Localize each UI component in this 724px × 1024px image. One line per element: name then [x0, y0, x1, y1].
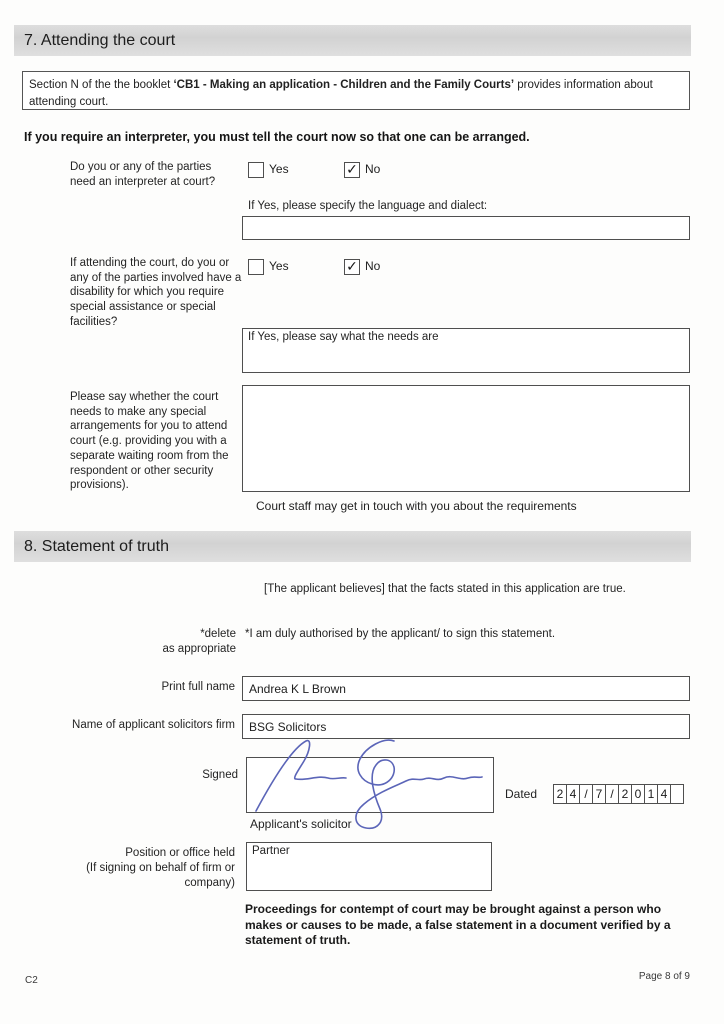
position-textbox[interactable] [246, 842, 492, 891]
section-7-header [14, 25, 691, 56]
q2-disability-label: If attending the court, do you or any of the parties involved have a disability for which you require special assistance or special facilities? [70, 257, 242, 328]
section-8-header [14, 531, 691, 562]
date-cell[interactable]: 7 [592, 784, 606, 804]
q1-yes-option [248, 162, 289, 178]
q1-no-checkbox[interactable] [344, 162, 360, 178]
q1-interpreter-label: Do you or any of the parties need an interpreter at court? [70, 161, 216, 188]
date-cell[interactable]: / [605, 784, 619, 804]
page-number: Page 8 of 9 [638, 971, 690, 982]
q2-no-label: No [365, 259, 381, 273]
position-label-line-3: company) [184, 876, 235, 889]
date-cell[interactable]: 2 [618, 784, 632, 804]
q2-yes-option [248, 259, 289, 275]
date-cell[interactable]: 2 [553, 784, 567, 804]
delete-note-line-2: as appropriate [162, 642, 236, 655]
date-cell[interactable]: 0 [631, 784, 645, 804]
q2-no-option [344, 259, 380, 275]
special-needs-textbox[interactable] [242, 328, 690, 373]
belief-statement: [The applicant believes] that the facts stated in this application are true. [264, 583, 626, 595]
q1-yes-checkbox[interactable] [248, 162, 264, 178]
authorised-statement: *I am duly authorised by the applicant/ to sign this statement. [245, 628, 556, 640]
date-field [553, 784, 684, 804]
q2-no-checkbox[interactable] [344, 259, 360, 275]
contempt-warning: Proceedings for contempt of court may be brought against a person who makes or causes to be made, a false statement in a document verified by a statement of truth. [245, 902, 671, 948]
date-cell[interactable] [670, 784, 684, 804]
firm-name-label: Name of applicant solicitors firm [72, 719, 235, 731]
date-cell[interactable]: 4 [566, 784, 580, 804]
section-7-title: 7. Attending the court [24, 31, 176, 49]
signed-caption: Applicant's solicitor [250, 817, 352, 831]
booklet-info-prefix: Section N of the the booklet [29, 79, 174, 91]
language-dialect-input[interactable] [242, 216, 690, 240]
date-cell[interactable]: / [579, 784, 593, 804]
booklet-info-title: ‘CB1 - Making an application - Children and the Family Courts’ [173, 79, 515, 91]
section-8-title: 8. Statement of truth [24, 537, 169, 555]
delete-note-line-1: *delete [200, 628, 236, 640]
q3-arrangements-label: Please say whether the court needs to make any special arrangements for you to attend court (e.g. providing you with a separate waiting room from the respondent or other security provisions). [70, 391, 229, 492]
date-cell[interactable]: 1 [644, 784, 658, 804]
special-needs-prompt: If Yes, please say what the needs are [248, 331, 439, 343]
delete-note [132, 627, 236, 657]
court-staff-note: Court staff may get in touch with you about the requirements [256, 499, 577, 513]
q1-if-yes-label: If Yes, please specify the language and dialect: [248, 200, 488, 212]
q2-yes-checkbox[interactable] [248, 259, 264, 275]
booklet-info-box [22, 71, 690, 110]
special-arrangements-textbox[interactable] [242, 385, 690, 492]
q1-no-label: No [365, 162, 381, 176]
position-label [63, 846, 235, 891]
form-code: C2 [25, 975, 38, 986]
position-label-line-1: Position or office held [125, 847, 235, 859]
checkmark-icon: ✓ [346, 258, 358, 274]
position-label-line-2: (If signing on behalf of firm or [86, 861, 235, 874]
interpreter-notice: If you require an interpreter, you must tell the court now so that one can be arranged. [24, 130, 530, 144]
position-value: Partner [252, 845, 290, 857]
print-name-input[interactable] [242, 676, 690, 701]
q2-yes-label: Yes [269, 259, 289, 273]
q1-yes-label: Yes [269, 162, 289, 176]
date-cell[interactable]: 4 [657, 784, 671, 804]
dated-label: Dated [505, 787, 538, 801]
q1-no-option [344, 162, 380, 178]
signed-label: Signed [202, 769, 238, 781]
booklet-info-suffix: provides information about attending court. [29, 79, 653, 108]
print-name-label: Print full name [161, 681, 235, 693]
checkmark-icon: ✓ [346, 161, 358, 177]
